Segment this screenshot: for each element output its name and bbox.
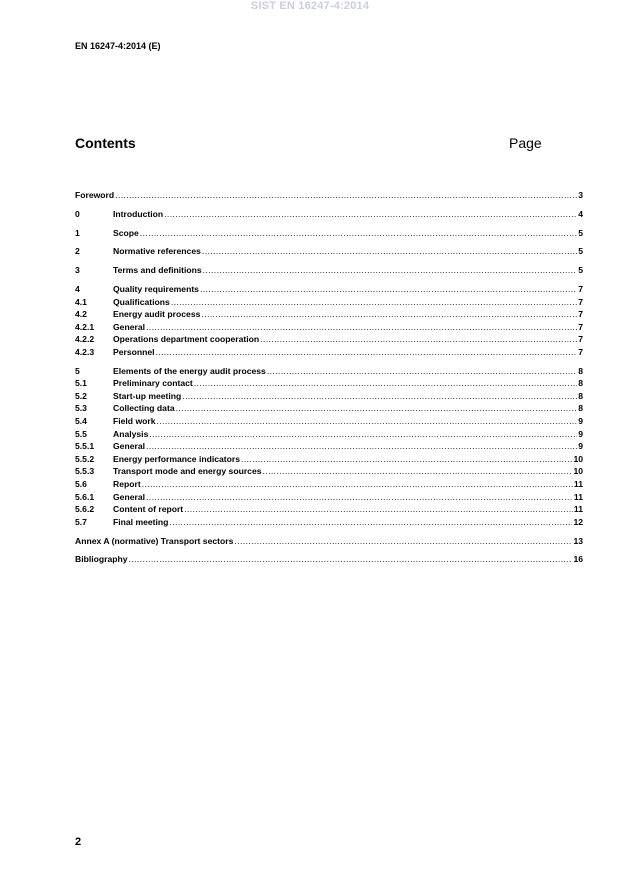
toc-entry-title: Collecting data <box>113 403 175 414</box>
toc-entry[interactable] <box>75 227 583 240</box>
toc-leader-dots <box>260 333 577 346</box>
toc-entry-number: 5.4 <box>75 416 87 427</box>
toc-entry-number: 5.5.3 <box>75 466 95 477</box>
toc-leader-dots <box>171 296 577 309</box>
toc-entry-page: 9 <box>578 416 583 427</box>
toc-leader-dots <box>267 365 577 378</box>
toc-entry-line <box>113 377 583 390</box>
toc-entry[interactable] <box>75 465 583 478</box>
toc-entry[interactable] <box>75 402 583 415</box>
toc-entry-title: Content of report <box>113 504 184 515</box>
toc-entry-page: 3 <box>578 190 583 200</box>
toc-entry[interactable] <box>75 503 583 516</box>
toc-entry[interactable] <box>75 296 583 309</box>
toc-leader-dots <box>146 491 573 504</box>
toc-entry-title: Qualifications <box>113 296 170 307</box>
page-number: 2 <box>75 836 82 848</box>
toc-entry-line <box>113 402 583 415</box>
toc-entry-title: General <box>113 321 146 332</box>
toc-leader-dots <box>146 321 577 334</box>
toc-leader-dots <box>201 308 577 321</box>
toc-entry-title: Energy performance indicators <box>113 453 241 464</box>
toc-entry-title: Introduction <box>113 208 164 219</box>
toc-leader-dots <box>140 227 577 240</box>
toc-entry-line <box>113 296 583 309</box>
toc-entry-title: Elements of the energy audit process <box>113 365 266 376</box>
toc-entry[interactable] <box>75 440 583 453</box>
toc-entry-page: 16 <box>573 554 583 565</box>
toc-entry-page: 9 <box>578 441 583 452</box>
toc-entry-line <box>113 245 583 258</box>
toc-entry-line <box>113 516 583 529</box>
toc-entry[interactable] <box>75 308 583 321</box>
toc-leader-dots <box>157 415 578 428</box>
toc-entry[interactable] <box>75 333 583 346</box>
toc-leader-dots <box>142 478 573 491</box>
toc-entry-line <box>113 428 583 441</box>
toc-entry-title: Foreword <box>75 190 115 200</box>
toc-leader-dots <box>115 189 577 202</box>
toc-entry[interactable] <box>75 365 583 378</box>
toc-entry-page: 5 <box>578 246 583 257</box>
toc-leader-dots <box>194 377 577 390</box>
toc-entry-page: 10 <box>573 453 583 464</box>
toc-entry-line <box>113 465 583 478</box>
toc-entry-number: 4.2.3 <box>75 346 95 357</box>
toc-entry-number: 5.7 <box>75 516 87 527</box>
toc-entry-page: 8 <box>578 403 583 414</box>
toc-leader-dots <box>182 390 577 403</box>
toc-entry-line <box>113 208 583 221</box>
toc-entry-page: 7 <box>578 309 583 320</box>
toc-entry-line <box>113 321 583 334</box>
toc-entry-page: 10 <box>573 466 583 477</box>
toc-entry-page: 7 <box>578 346 583 357</box>
toc-entry-title: Terms and definitions <box>113 265 202 276</box>
toc-leader-dots <box>176 402 578 415</box>
toc-entry-number: 4.2.2 <box>75 334 95 345</box>
toc-entry-line <box>113 308 583 321</box>
toc-leader-dots <box>149 428 577 441</box>
toc-entry-line <box>113 503 583 516</box>
toc-entry-line <box>113 440 583 453</box>
toc-entry-page: 7 <box>578 321 583 332</box>
toc-entry-number: 0 <box>75 208 80 219</box>
toc-entry-number: 4.2 <box>75 309 87 320</box>
toc-entry[interactable] <box>75 346 583 359</box>
toc-entry[interactable] <box>75 553 583 566</box>
toc-entry[interactable] <box>75 245 583 258</box>
toc-entry[interactable] <box>75 390 583 403</box>
toc-entry-number: 5.5.2 <box>75 453 95 464</box>
toc-entry-line <box>113 478 583 491</box>
toc-leader-dots <box>169 516 572 529</box>
toc-entry-line <box>113 333 583 346</box>
toc-entry-line <box>113 227 583 240</box>
toc-entry-page: 5 <box>578 265 583 276</box>
toc-entry[interactable] <box>75 321 583 334</box>
toc-leader-dots <box>202 245 577 258</box>
toc-entry[interactable] <box>75 491 583 504</box>
toc-entry-number: 5.6.2 <box>75 504 95 515</box>
toc-leader-dots <box>164 208 577 221</box>
toc-entry-number: 5.1 <box>75 378 87 389</box>
toc-entry-page: 12 <box>573 516 583 527</box>
toc-entry-title: Energy audit process <box>113 309 201 320</box>
toc-entry-page: 8 <box>578 390 583 401</box>
toc-entry-line <box>75 535 583 548</box>
toc-entry-number: 4.1 <box>75 296 87 307</box>
page-column-heading: Page <box>509 135 542 151</box>
toc-entry-number: 2 <box>75 246 80 257</box>
toc-entry-title: Report <box>113 479 141 489</box>
toc-entry-number: 3 <box>75 265 80 276</box>
table-of-contents <box>75 189 583 566</box>
toc-entry-title: Annex A (normative) Transport sectors <box>75 535 234 546</box>
toc-entry-page: 4 <box>578 208 583 219</box>
toc-entry-title: Operations department cooperation <box>113 334 260 345</box>
toc-entry-line <box>113 365 583 378</box>
toc-leader-dots <box>156 346 578 359</box>
toc-entry-title: Personnel <box>113 346 155 357</box>
toc-entry[interactable] <box>75 208 583 221</box>
toc-entry-line <box>113 453 583 466</box>
document-reference: EN 16247-4:2014 (E) <box>75 41 161 51</box>
toc-entry-title: Preliminary contact <box>113 378 193 389</box>
toc-entry-number: 5.2 <box>75 390 87 401</box>
toc-entry-title: Bibliography <box>75 554 128 565</box>
toc-leader-dots <box>263 465 573 478</box>
toc-entry-title: Start-up meeting <box>113 390 182 401</box>
toc-entry-number: 5.5.1 <box>75 441 95 452</box>
toc-entry-line <box>113 283 583 296</box>
toc-entry-title: General <box>113 441 146 452</box>
toc-entry-number: 5.3 <box>75 403 87 414</box>
toc-entry[interactable] <box>75 264 583 277</box>
toc-entry-page: 8 <box>578 378 583 389</box>
toc-entry-number: 5.5 <box>75 428 87 439</box>
toc-entry-title: Scope <box>113 227 139 238</box>
toc-entry-title: Normative references <box>113 246 201 257</box>
toc-entry-page: 5 <box>578 227 583 238</box>
toc-entry-line <box>113 491 583 504</box>
toc-entry-page: 7 <box>578 296 583 307</box>
toc-entry-number: 4 <box>75 283 80 294</box>
toc-entry-title: Quality requirements <box>113 283 199 294</box>
toc-entry-title: Analysis <box>113 428 149 439</box>
toc-leader-dots <box>129 553 573 566</box>
toc-entry[interactable] <box>75 377 583 390</box>
toc-entry-number: 4.2.1 <box>75 321 95 332</box>
toc-entry[interactable] <box>75 535 583 548</box>
toc-leader-dots <box>200 283 577 296</box>
toc-entry-number: 5 <box>75 365 80 376</box>
toc-entry[interactable] <box>75 283 583 296</box>
toc-entry-page: 11 <box>573 491 583 502</box>
toc-entry-title: General <box>113 491 146 502</box>
toc-leader-dots <box>241 453 572 466</box>
toc-leader-dots <box>184 503 573 516</box>
toc-entry-page: 7 <box>578 283 583 294</box>
toc-entry[interactable] <box>75 189 583 202</box>
toc-entry-page: 11 <box>573 479 583 489</box>
toc-entry-page: 8 <box>578 365 583 376</box>
toc-entry-page: 9 <box>578 428 583 439</box>
toc-entry-page: 11 <box>573 504 583 515</box>
toc-entry-page: 7 <box>578 334 583 345</box>
page-title: Contents <box>75 135 136 151</box>
toc-leader-dots <box>203 264 578 277</box>
watermark: SIST EN 16247-4:2014 <box>250 0 370 12</box>
toc-entry-number: 5.6 <box>75 479 87 489</box>
toc-entry-line <box>75 189 583 202</box>
toc-entry-line <box>113 264 583 277</box>
toc-leader-dots <box>234 535 572 548</box>
toc-entry-title: Transport mode and energy sources <box>113 466 262 477</box>
toc-entry-line <box>75 553 583 566</box>
toc-entry-line <box>113 346 583 359</box>
toc-entry[interactable] <box>75 415 583 428</box>
toc-entry-number: 5.6.1 <box>75 491 95 502</box>
toc-entry[interactable] <box>75 453 583 466</box>
toc-entry-page: 13 <box>573 535 583 546</box>
toc-entry-line <box>113 390 583 403</box>
toc-entry-title: Final meeting <box>113 516 169 527</box>
toc-entry[interactable] <box>75 478 583 491</box>
toc-entry[interactable] <box>75 428 583 441</box>
toc-leader-dots <box>146 440 577 453</box>
toc-entry-title: Field work <box>113 416 156 427</box>
toc-entry-line <box>113 415 583 428</box>
toc-entry[interactable] <box>75 516 583 529</box>
toc-entry-number: 1 <box>75 227 80 238</box>
